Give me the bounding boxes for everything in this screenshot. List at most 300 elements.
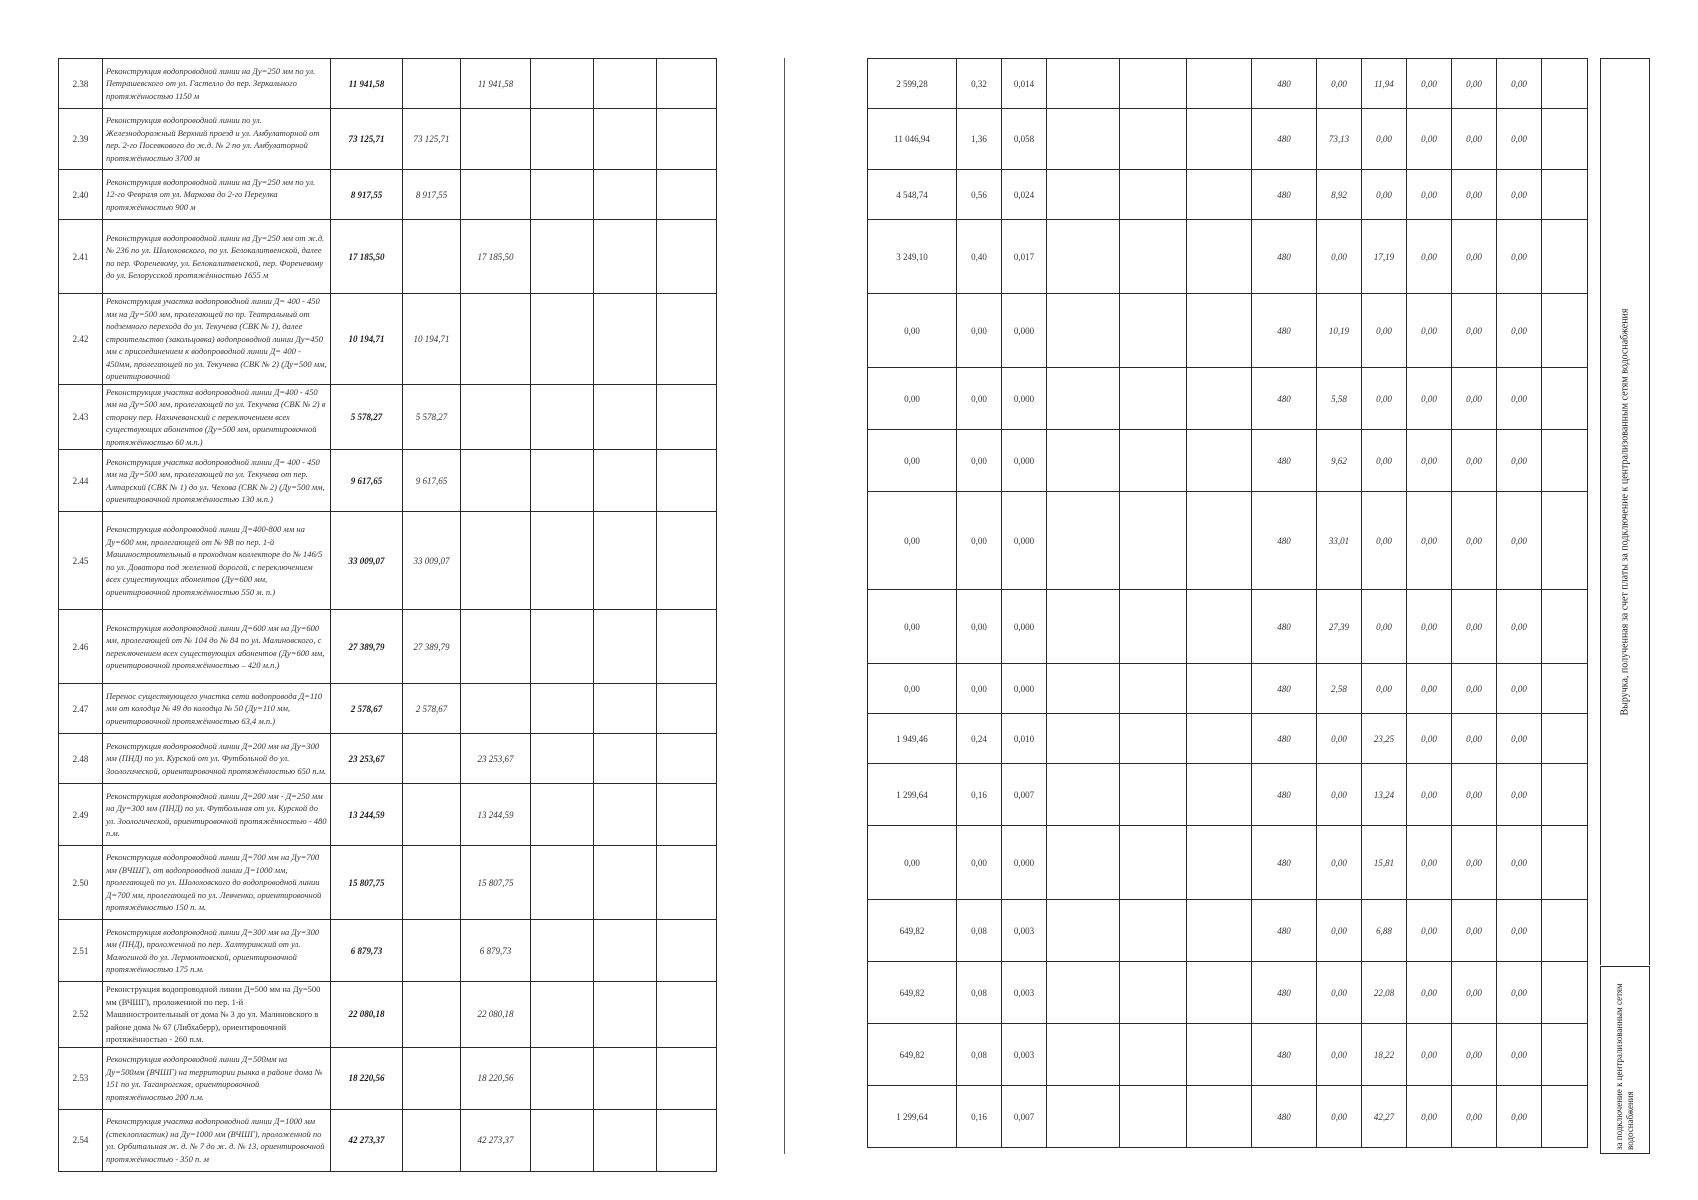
empty-cell: [594, 734, 657, 784]
row-total: 9 617,65: [331, 450, 403, 512]
row-total: 27 389,79: [331, 610, 403, 684]
row-number: 2.44: [59, 450, 103, 512]
row-value-e: 0,00: [1317, 764, 1362, 826]
row-value-g: 0,00: [1407, 368, 1452, 430]
row-value-b: 0,08: [957, 1024, 1002, 1086]
empty-cell: [1542, 900, 1588, 962]
empty-cell: [1047, 368, 1120, 430]
row-value-f: 0,00: [1362, 664, 1407, 714]
right-table: [867, 58, 1588, 1148]
row-value-c: 0,003: [1002, 1024, 1047, 1086]
right-row: [868, 294, 1588, 368]
row-value-i: 0,00: [1497, 430, 1542, 492]
row-value-2: [461, 109, 531, 170]
row-value-a: 0,00: [868, 430, 957, 492]
empty-cell: [1187, 492, 1252, 590]
left-row: [59, 512, 717, 610]
row-number: 2.46: [59, 610, 103, 684]
row-total: 18 220,56: [331, 1047, 403, 1109]
row-value-g: 0,00: [1407, 109, 1452, 170]
row-value-d: 480: [1252, 590, 1317, 664]
row-value-i: 0,00: [1497, 714, 1542, 764]
row-value-a: 2 599,28: [868, 59, 957, 109]
empty-cell: [1187, 664, 1252, 714]
row-value-e: 2,58: [1317, 664, 1362, 714]
empty-cell: [594, 920, 657, 982]
row-total: 5 578,27: [331, 384, 403, 450]
row-value-f: 17,19: [1362, 220, 1407, 294]
empty-cell: [531, 220, 594, 294]
row-value-2: [461, 684, 531, 734]
empty-cell: [1542, 368, 1588, 430]
row-value-b: 0,32: [957, 59, 1002, 109]
row-value-2: 22 080,18: [461, 982, 531, 1048]
row-number: 2.41: [59, 220, 103, 294]
row-value-g: 0,00: [1407, 59, 1452, 109]
row-value-1: [403, 846, 461, 920]
row-value-c: 0,017: [1002, 220, 1047, 294]
row-value-d: 480: [1252, 764, 1317, 826]
empty-cell: [594, 982, 657, 1048]
left-row: [59, 220, 717, 294]
row-value-f: 15,81: [1362, 826, 1407, 900]
row-value-h: 0,00: [1452, 294, 1497, 368]
left-row: [59, 610, 717, 684]
row-value-f: 0,00: [1362, 170, 1407, 220]
empty-cell: [594, 610, 657, 684]
empty-cell: [1047, 294, 1120, 368]
empty-cell: [531, 59, 594, 109]
empty-cell: [1120, 1024, 1187, 1086]
row-value-a: 649,82: [868, 962, 957, 1024]
empty-cell: [1542, 430, 1588, 492]
empty-cell: [657, 294, 717, 385]
row-value-a: 1 299,64: [868, 764, 957, 826]
empty-cell: [594, 512, 657, 610]
row-value-d: 480: [1252, 962, 1317, 1024]
empty-cell: [1120, 220, 1187, 294]
row-value-e: 0,00: [1317, 1086, 1362, 1148]
empty-cell: [657, 59, 717, 109]
row-number: 2.42: [59, 294, 103, 385]
right-row: [868, 826, 1588, 900]
row-description: Реконструкция водопроводной линии по ул. Железнодорожный Верхний проезд и ул. Амбулаторной от пер. 2-го Посевкового до ж.д. № 2 по ул. Амбулаторной протяжённостью 3700 м: [103, 109, 331, 170]
row-value-b: 0,00: [957, 430, 1002, 492]
row-value-i: 0,00: [1497, 170, 1542, 220]
left-row: [59, 450, 717, 512]
right-row: [868, 590, 1588, 664]
row-value-d: 480: [1252, 664, 1317, 714]
row-value-e: 0,00: [1317, 900, 1362, 962]
empty-cell: [657, 784, 717, 846]
empty-cell: [1047, 59, 1120, 109]
empty-cell: [1542, 294, 1588, 368]
row-total: 10 194,71: [331, 294, 403, 385]
empty-cell: [1047, 220, 1120, 294]
row-description: Реконструкция участка водопроводной линии Д=400 - 450 мм на Ду=500 мм, пролегающей по ул. Текучева (СВК № 2) в сторону пер. Нахичеванский с переключением всех существующих абонентов (Ду=500 мм, ориентировочной протяжённостью 60 м.п.): [103, 384, 331, 450]
row-value-2: 15 807,75: [461, 846, 531, 920]
empty-cell: [1120, 1086, 1187, 1148]
row-value-i: 0,00: [1497, 1086, 1542, 1148]
empty-cell: [657, 170, 717, 220]
empty-cell: [1047, 430, 1120, 492]
empty-cell: [594, 1109, 657, 1171]
row-number: 2.47: [59, 684, 103, 734]
empty-cell: [531, 982, 594, 1048]
row-value-e: 9,62: [1317, 430, 1362, 492]
empty-cell: [1542, 714, 1588, 764]
row-value-e: 0,00: [1317, 826, 1362, 900]
row-number: 2.43: [59, 384, 103, 450]
row-value-2: 18 220,56: [461, 1047, 531, 1109]
empty-cell: [657, 920, 717, 982]
row-value-d: 480: [1252, 220, 1317, 294]
empty-cell: [1120, 962, 1187, 1024]
row-value-1: [403, 784, 461, 846]
row-value-h: 0,00: [1452, 220, 1497, 294]
row-value-c: 0,007: [1002, 764, 1047, 826]
empty-cell: [1187, 59, 1252, 109]
empty-cell: [1187, 1024, 1252, 1086]
row-value-h: 0,00: [1452, 492, 1497, 590]
row-value-a: 1 949,46: [868, 714, 957, 764]
row-value-f: 0,00: [1362, 109, 1407, 170]
row-total: 22 080,18: [331, 982, 403, 1048]
row-value-c: 0,000: [1002, 368, 1047, 430]
row-total: 33 009,07: [331, 512, 403, 610]
row-value-1: [403, 982, 461, 1048]
row-value-i: 0,00: [1497, 59, 1542, 109]
left-row: [59, 982, 717, 1048]
row-value-e: 5,58: [1317, 368, 1362, 430]
row-value-1: 5 578,27: [403, 384, 461, 450]
row-value-1: [403, 59, 461, 109]
row-value-2: [461, 170, 531, 220]
left-row: [59, 846, 717, 920]
row-value-f: 18,22: [1362, 1024, 1407, 1086]
row-value-h: 0,00: [1452, 109, 1497, 170]
empty-cell: [1120, 492, 1187, 590]
empty-cell: [1120, 430, 1187, 492]
row-value-b: 1,36: [957, 109, 1002, 170]
left-row: [59, 784, 717, 846]
row-value-a: 11 046,94: [868, 109, 957, 170]
empty-cell: [1047, 109, 1120, 170]
row-value-h: 0,00: [1452, 590, 1497, 664]
row-value-e: 27,39: [1317, 590, 1362, 664]
row-value-c: 0,000: [1002, 492, 1047, 590]
empty-cell: [1187, 368, 1252, 430]
row-number: 2.52: [59, 982, 103, 1048]
row-value-h: 0,00: [1452, 764, 1497, 826]
row-value-i: 0,00: [1497, 368, 1542, 430]
page-divider: [784, 58, 785, 1154]
row-description: Реконструкция водопроводной линии Д=700 мм на Ду=700 мм (ВЧШГ), от водопроводной линии Д=1000 мм, пролегающей по ул. Шолоховского до водопроводной линии Д=700 мм, пролегающей по ул. Левченко, ориентировочной протяжённостью 150 п. м.: [103, 846, 331, 920]
row-value-e: 33,01: [1317, 492, 1362, 590]
row-total: 42 273,37: [331, 1109, 403, 1171]
row-value-e: 10,19: [1317, 294, 1362, 368]
right-row: [868, 220, 1588, 294]
left-row: [59, 109, 717, 170]
empty-cell: [531, 920, 594, 982]
empty-cell: [594, 1047, 657, 1109]
empty-cell: [1120, 826, 1187, 900]
row-value-g: 0,00: [1407, 220, 1452, 294]
empty-cell: [1187, 294, 1252, 368]
empty-cell: [1542, 764, 1588, 826]
empty-cell: [1542, 220, 1588, 294]
row-value-h: 0,00: [1452, 368, 1497, 430]
empty-cell: [594, 294, 657, 385]
row-value-g: 0,00: [1407, 764, 1452, 826]
row-value-g: 0,00: [1407, 1086, 1452, 1148]
row-value-a: 1 299,64: [868, 1086, 957, 1148]
empty-cell: [1187, 220, 1252, 294]
row-value-2: 11 941,58: [461, 59, 531, 109]
row-value-d: 480: [1252, 826, 1317, 900]
row-value-1: [403, 220, 461, 294]
empty-cell: [1047, 664, 1120, 714]
right-row: [868, 1024, 1588, 1086]
empty-cell: [1047, 764, 1120, 826]
row-value-a: 649,82: [868, 1024, 957, 1086]
empty-cell: [531, 512, 594, 610]
row-value-g: 0,00: [1407, 900, 1452, 962]
empty-cell: [657, 1109, 717, 1171]
empty-cell: [1120, 714, 1187, 764]
empty-cell: [531, 846, 594, 920]
row-value-1: 2 578,67: [403, 684, 461, 734]
row-value-f: 0,00: [1362, 368, 1407, 430]
row-value-f: 11,94: [1362, 59, 1407, 109]
row-value-a: 4 548,74: [868, 170, 957, 220]
row-value-h: 0,00: [1452, 962, 1497, 1024]
row-value-2: [461, 512, 531, 610]
row-value-1: 10 194,71: [403, 294, 461, 385]
empty-cell: [531, 384, 594, 450]
row-value-2: 42 273,37: [461, 1109, 531, 1171]
row-value-h: 0,00: [1452, 1024, 1497, 1086]
row-value-f: 23,25: [1362, 714, 1407, 764]
empty-cell: [1047, 590, 1120, 664]
row-value-c: 0,024: [1002, 170, 1047, 220]
row-value-2: [461, 610, 531, 684]
empty-cell: [1187, 170, 1252, 220]
row-value-c: 0,003: [1002, 900, 1047, 962]
row-description: Реконструкция водопроводной линии Д=400-800 мм на Ду=600 мм, пролегающей от № 9В по пер. 1-й Машиностроительный в проходном коллекторе до № 146/5 по ул. Доватора под железной дорогой, с переключением всех существующих абонентов (Ду=600 мм, ориентировочной протяжённостью 550 м. п.): [103, 512, 331, 610]
row-value-d: 480: [1252, 492, 1317, 590]
right-row: [868, 714, 1588, 764]
row-value-b: 0,08: [957, 900, 1002, 962]
empty-cell: [1542, 664, 1588, 714]
row-value-d: 480: [1252, 170, 1317, 220]
row-value-a: 0,00: [868, 590, 957, 664]
empty-cell: [1542, 1024, 1588, 1086]
row-value-c: 0,014: [1002, 59, 1047, 109]
empty-cell: [1047, 1024, 1120, 1086]
empty-cell: [1120, 109, 1187, 170]
empty-cell: [531, 610, 594, 684]
left-row: [59, 734, 717, 784]
empty-cell: [1047, 714, 1120, 764]
row-value-2: 13 244,59: [461, 784, 531, 846]
row-value-f: 22,08: [1362, 962, 1407, 1024]
empty-cell: [657, 220, 717, 294]
row-number: 2.54: [59, 1109, 103, 1171]
row-value-d: 480: [1252, 1086, 1317, 1148]
empty-cell: [1542, 826, 1588, 900]
row-value-a: 0,00: [868, 294, 957, 368]
empty-cell: [1542, 590, 1588, 664]
empty-cell: [1120, 170, 1187, 220]
row-value-g: 0,00: [1407, 826, 1452, 900]
empty-cell: [1120, 764, 1187, 826]
row-value-c: 0,058: [1002, 109, 1047, 170]
row-value-i: 0,00: [1497, 492, 1542, 590]
right-row: [868, 170, 1588, 220]
right-row: [868, 368, 1588, 430]
right-row: [868, 430, 1588, 492]
empty-cell: [594, 109, 657, 170]
row-value-b: 0,08: [957, 962, 1002, 1024]
empty-cell: [1187, 1086, 1252, 1148]
row-value-d: 480: [1252, 109, 1317, 170]
side-caption-text-2: за подключение к централизованным сетям водоснабжения: [1614, 983, 1635, 1150]
empty-cell: [1187, 900, 1252, 962]
empty-cell: [531, 784, 594, 846]
row-value-c: 0,000: [1002, 664, 1047, 714]
row-value-g: 0,00: [1407, 1024, 1452, 1086]
left-row: [59, 384, 717, 450]
row-value-e: 0,00: [1317, 59, 1362, 109]
row-total: 73 125,71: [331, 109, 403, 170]
row-value-g: 0,00: [1407, 714, 1452, 764]
row-value-i: 0,00: [1497, 664, 1542, 714]
row-value-e: 73,13: [1317, 109, 1362, 170]
empty-cell: [1120, 368, 1187, 430]
empty-cell: [594, 384, 657, 450]
row-description: Реконструкция водопроводной линии на Ду=250 мм по ул. Петрашевского от ул. Гастелло до пер. Зеркального протяжённостью 1150 м: [103, 59, 331, 109]
empty-cell: [531, 109, 594, 170]
empty-cell: [657, 384, 717, 450]
empty-cell: [531, 734, 594, 784]
row-value-f: 0,00: [1362, 492, 1407, 590]
row-value-h: 0,00: [1452, 664, 1497, 714]
empty-cell: [1047, 900, 1120, 962]
empty-cell: [657, 982, 717, 1048]
empty-cell: [1542, 59, 1588, 109]
empty-cell: [1047, 826, 1120, 900]
empty-cell: [657, 610, 717, 684]
row-value-1: [403, 1047, 461, 1109]
empty-cell: [1187, 962, 1252, 1024]
empty-cell: [531, 170, 594, 220]
row-description: Реконструкция участка водопроводной линии Д= 400 - 450 мм на Ду=500 мм, пролегающей по пр. Театральный от подземного перехода до ул. Текучева (СВК № 1), далее строительство (закольцовка) водопроводной линии Ду=450 мм с присоединением к водопроводной линии Д= 400 - 450мм, пролегающей по ул. Текучева (СВК № 2) (Ду=500 мм, ориентировочной: [103, 294, 331, 385]
row-description: Реконструкция водопроводной линии на Ду=250 мм по ул. 12-го Февраля от ул. Маркова до 2-го Переулка протяжённостью 900 м: [103, 170, 331, 220]
row-value-a: 0,00: [868, 492, 957, 590]
empty-cell: [1542, 1086, 1588, 1148]
row-description: Реконструкция водопроводной линии Д=200 мм - Д=250 мм на Ду=300 мм (ПНД) по ул. Футбольная от ул. Курской до ул. Зоологической, ориентировочной протяжённостью - 480 п.м.: [103, 784, 331, 846]
row-value-h: 0,00: [1452, 714, 1497, 764]
empty-cell: [1120, 59, 1187, 109]
left-row: [59, 59, 717, 109]
row-value-a: 0,00: [868, 368, 957, 430]
empty-cell: [1187, 714, 1252, 764]
row-number: 2.49: [59, 784, 103, 846]
empty-cell: [657, 1047, 717, 1109]
row-value-1: 8 917,55: [403, 170, 461, 220]
empty-cell: [657, 450, 717, 512]
row-value-g: 0,00: [1407, 590, 1452, 664]
row-value-d: 480: [1252, 294, 1317, 368]
row-value-i: 0,00: [1497, 294, 1542, 368]
row-value-b: 0,56: [957, 170, 1002, 220]
empty-cell: [1047, 170, 1120, 220]
row-number: 2.40: [59, 170, 103, 220]
row-value-i: 0,00: [1497, 220, 1542, 294]
row-value-g: 0,00: [1407, 492, 1452, 590]
left-row: [59, 170, 717, 220]
empty-cell: [531, 450, 594, 512]
row-value-b: 0,16: [957, 1086, 1002, 1148]
row-value-f: 42,27: [1362, 1086, 1407, 1148]
empty-cell: [1542, 492, 1588, 590]
row-value-c: 0,000: [1002, 430, 1047, 492]
row-value-2: [461, 384, 531, 450]
left-row: [59, 1047, 717, 1109]
empty-cell: [1187, 109, 1252, 170]
row-number: 2.38: [59, 59, 103, 109]
left-table: [58, 58, 717, 1172]
row-value-i: 0,00: [1497, 826, 1542, 900]
right-row: [868, 962, 1588, 1024]
empty-cell: [1187, 826, 1252, 900]
empty-cell: [594, 170, 657, 220]
right-row: [868, 492, 1588, 590]
row-number: 2.53: [59, 1047, 103, 1109]
row-value-g: 0,00: [1407, 294, 1452, 368]
right-row: [868, 900, 1588, 962]
row-value-h: 0,00: [1452, 170, 1497, 220]
row-value-i: 0,00: [1497, 900, 1542, 962]
row-value-1: 33 009,07: [403, 512, 461, 610]
row-description: Реконструкция участка водопроводной линии Д=1000 мм (стеклопластик) на Ду=1000 мм (ВЧШГ), проложенной по ул. Орбитальная ж. д. № 7 до ж. д. № 13, ориентировочной протяжённостью - 350 п. м: [103, 1109, 331, 1171]
row-value-i: 0,00: [1497, 764, 1542, 826]
empty-cell: [1120, 590, 1187, 664]
row-total: 23 253,67: [331, 734, 403, 784]
side-caption-revenue: [1600, 58, 1650, 965]
row-total: 17 185,50: [331, 220, 403, 294]
row-description: Перенос существующего участка сети водопровода Д=110 мм от колодца № 49 до колодца № 50 (Ду=110 мм, ориентировочной протяжённостью 63,4 м.п.): [103, 684, 331, 734]
row-value-i: 0,00: [1497, 962, 1542, 1024]
row-value-1: 27 389,79: [403, 610, 461, 684]
row-number: 2.48: [59, 734, 103, 784]
empty-cell: [531, 684, 594, 734]
row-value-d: 480: [1252, 1024, 1317, 1086]
empty-cell: [1542, 109, 1588, 170]
row-value-g: 0,00: [1407, 430, 1452, 492]
empty-cell: [531, 294, 594, 385]
right-row: [868, 764, 1588, 826]
empty-cell: [1187, 430, 1252, 492]
row-value-d: 480: [1252, 900, 1317, 962]
row-value-a: 3 249,10: [868, 220, 957, 294]
row-value-f: 0,00: [1362, 590, 1407, 664]
empty-cell: [657, 734, 717, 784]
empty-cell: [594, 220, 657, 294]
row-value-d: 480: [1252, 59, 1317, 109]
empty-cell: [1120, 294, 1187, 368]
